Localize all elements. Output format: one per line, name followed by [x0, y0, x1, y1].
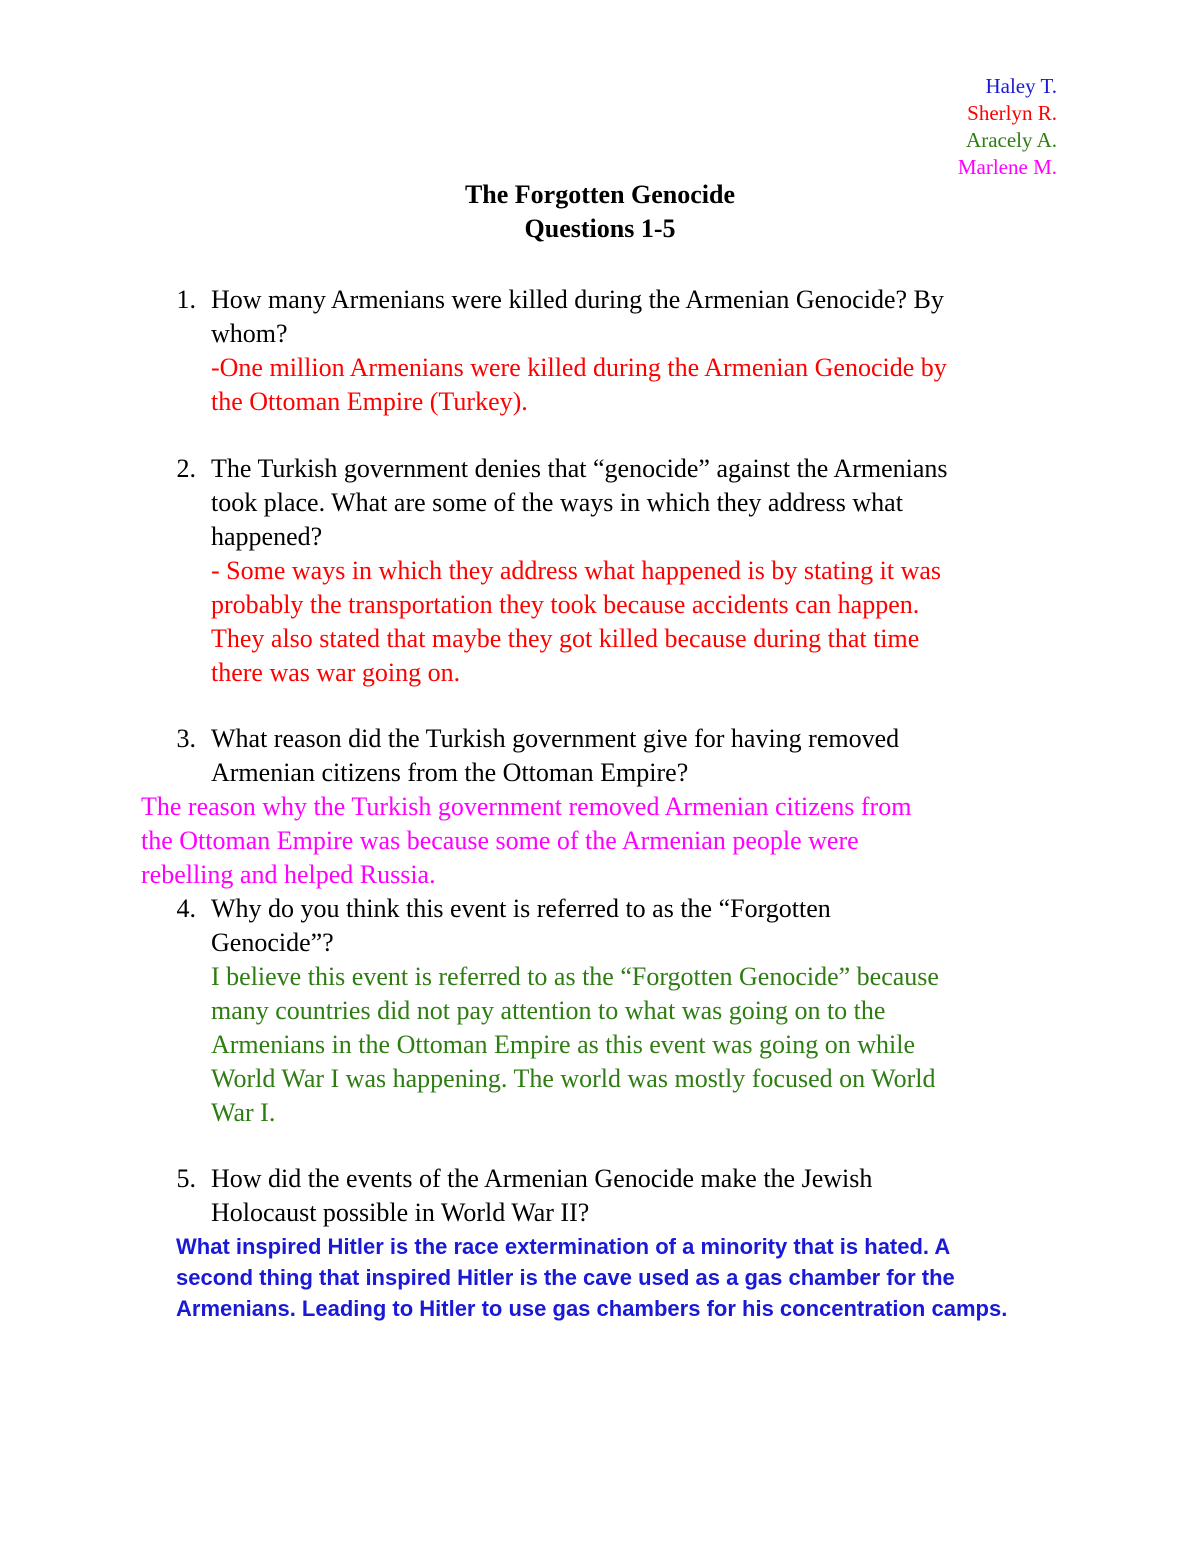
question-number: 1.	[176, 285, 196, 314]
question-text: Holocaust possible in World War II?	[211, 1198, 590, 1227]
answer-text: rebelling and helped Russia.	[141, 860, 436, 889]
answer-text: -One million Armenians were killed during the Armenian Genocide by	[211, 353, 947, 382]
question-text: took place. What are some of the ways in which they address what	[211, 488, 903, 517]
author-name: Aracely A.	[966, 128, 1057, 152]
question-text: How did the events of the Armenian Genocide make the Jewish	[211, 1164, 873, 1193]
answer-text: - Some ways in which they address what happened is by stating it was	[211, 556, 942, 585]
question-number: 2.	[176, 454, 196, 483]
answer-text: The reason why the Turkish government removed Armenian citizens from	[141, 792, 912, 821]
answer-text: Armenians in the Ottoman Empire as this event was going on while	[211, 1030, 916, 1059]
question-text: Why do you think this event is referred to as the “Forgotten	[211, 894, 831, 923]
question-text: What reason did the Turkish government give for having removed	[211, 724, 900, 753]
question-number: 3.	[176, 724, 196, 753]
author-name: Marlene M.	[957, 155, 1057, 179]
answer-text: They also stated that maybe they got killed because during that time	[211, 624, 920, 653]
answer-text: many countries did not pay attention to what was going on to the	[211, 996, 886, 1025]
author-list	[958, 73, 1057, 181]
question-text: The Turkish government denies that “genocide” against the Armenians	[211, 454, 948, 483]
question-number: 5.	[176, 1164, 196, 1193]
question-text: happened?	[211, 522, 323, 551]
author-name: Sherlyn R.	[967, 101, 1057, 125]
answer-text: I believe this event is referred to as the “Forgotten Genocide” because	[211, 962, 939, 991]
answer-text: War I.	[211, 1098, 276, 1127]
answer-text: the Ottoman Empire (Turkey).	[211, 387, 528, 416]
answer-text: the Ottoman Empire was because some of the Armenian people were	[141, 826, 859, 855]
document-title: The Forgotten Genocide	[464, 180, 736, 209]
question-text: whom?	[211, 319, 288, 348]
document-subtitle: Questions 1-5	[524, 214, 676, 243]
answer-text: Armenians. Leading to Hitler to use gas chambers for his concentration camps.	[176, 1296, 1008, 1321]
question-text: Genocide”?	[211, 928, 334, 957]
answer-text: second thing that inspired Hitler is the cave used as a gas chamber for the	[176, 1265, 955, 1290]
answer-text: there was war going on.	[211, 658, 461, 687]
author-name: Haley T.	[985, 74, 1057, 98]
question-text: Armenian citizens from the Ottoman Empire?	[211, 758, 689, 787]
answer-text: World War I was happening. The world was mostly focused on World	[211, 1064, 936, 1093]
question-text: How many Armenians were killed during the Armenian Genocide? By	[211, 285, 944, 314]
answer-text: probably the transportation they took because accidents can happen.	[211, 590, 920, 619]
question-number: 4.	[176, 894, 196, 923]
answer-text: What inspired Hitler is the race extermination of a minority that is hated. A	[176, 1234, 951, 1259]
